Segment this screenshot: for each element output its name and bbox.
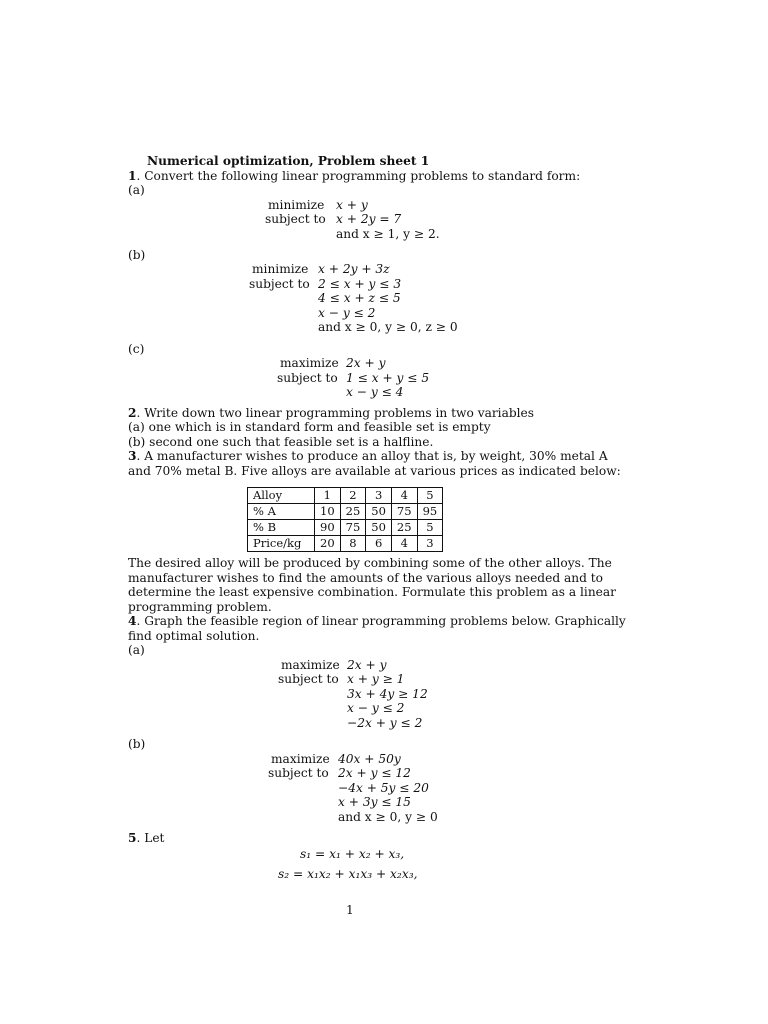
part-label: (b) [128,248,146,262]
alloy-table [247,487,443,552]
problem-2-statement [128,406,534,421]
subject-to-keyword: subject to [268,766,329,780]
table-header-cell: 3 [366,488,392,504]
constraint: 3x + 4y ≥ 12 [347,687,428,701]
problem-number: 5 [128,831,137,845]
constraint: 1 ≤ x + y ≤ 5 [346,371,430,385]
table-cell: 10 [315,504,341,520]
table-cell: % A [248,504,315,520]
part-label: (a) [128,643,145,657]
table-cell: 4 [391,536,417,552]
problem-text: . A manufacturer wishes to produce an alloy that is, by weight, 30% metal A [136,449,608,463]
problem-text: determine the least expensive combination. Formulate this problem as a linear [128,585,616,599]
table-cell: % B [248,520,315,536]
constraint: 2x + y ≤ 12 [338,766,411,780]
problem-5-statement [128,831,164,846]
table-cell: Price/kg [248,536,315,552]
part-label: (a) [128,183,145,197]
table-header-cell: 5 [417,488,443,504]
part-label: (b) [128,737,146,751]
objective-keyword: maximize [281,658,340,672]
problem-text: manufacturer wishes to find the amounts of the various alloys needed and to [128,571,604,585]
problem-4-statement [128,614,626,629]
constraint: x − y ≤ 4 [346,385,404,399]
constraint: 4 ≤ x + z ≤ 5 [318,291,401,305]
problem-number: 1 [128,169,137,183]
problem-text: programming problem. [128,600,272,614]
problem-number: 3 [128,449,137,463]
table-row [248,536,443,552]
objective-expr: 2x + y [346,356,386,370]
objective-keyword: maximize [271,752,330,766]
constraint: x − y ≤ 2 [318,306,376,320]
equation: s₂ = x₁x₂ + x₁x₃ + x₂x₃, [278,867,418,881]
constraint: x + 3y ≤ 15 [338,795,411,809]
problem-text: (a) one which is in standard form and feasible set is empty [128,420,491,434]
table-cell: 75 [391,504,417,520]
table-cell: 95 [417,504,443,520]
problem-text: . Write down two linear programming problems in two variables [136,406,535,420]
problem-text: and 70% metal B. Five alloys are available at various prices as indicated below: [128,464,621,478]
problem-text: . Let [136,831,165,845]
table-cell: 50 [366,504,392,520]
table-header-cell: Alloy [248,488,315,504]
objective-keyword: minimize [268,198,325,212]
table-cell: 90 [315,520,341,536]
subject-to-keyword: subject to [249,277,310,291]
problem-3-statement [128,449,608,464]
table-row [248,504,443,520]
problem-text: find optimal solution. [128,629,260,643]
objective-expr: 2x + y [347,658,387,672]
objective-expr: x + y [336,198,368,212]
constraint: −4x + 5y ≤ 20 [338,781,429,795]
problem-text: . Graph the feasible region of linear programming problems below. Graphically [136,614,626,628]
page-title: Numerical optimization, Problem sheet 1 [147,154,430,168]
constraint: −2x + y ≤ 2 [347,716,423,730]
table-cell: 3 [417,536,443,552]
objective-expr: 40x + 50y [338,752,401,766]
table-cell: 25 [391,520,417,536]
page-number: 1 [346,903,354,917]
objective-expr: x + 2y + 3z [318,262,390,276]
table-header-cell: 1 [315,488,341,504]
problem-1-statement [128,169,580,184]
problem-text: The desired alloy will be produced by combining some of the other alloys. The [128,556,612,570]
constraint: 2 ≤ x + y ≤ 3 [318,277,402,291]
constraint: and x ≥ 1, y ≥ 2. [336,227,440,241]
constraint: and x ≥ 0, y ≥ 0, z ≥ 0 [318,320,458,334]
table-cell: 20 [315,536,341,552]
problem-number: 2 [128,406,137,420]
table-cell: 25 [340,504,366,520]
table-row [248,520,443,536]
subject-to-keyword: subject to [265,212,326,226]
table-cell: 5 [417,520,443,536]
problem-number: 4 [128,614,137,628]
part-label: (c) [128,342,145,356]
constraint: and x ≥ 0, y ≥ 0 [338,810,438,824]
table-header-cell: 4 [391,488,417,504]
constraint: x + 2y = 7 [336,212,402,226]
objective-keyword: minimize [252,262,309,276]
equation: s₁ = x₁ + x₂ + x₃, [300,847,405,861]
table-cell: 6 [366,536,392,552]
objective-keyword: maximize [280,356,339,370]
problem-text: (b) second one such that feasible set is a halfline. [128,435,434,449]
problem-text: . Convert the following linear programming problems to standard form: [136,169,581,183]
subject-to-keyword: subject to [277,371,338,385]
table-cell: 75 [340,520,366,536]
table-header-row [248,488,443,504]
table-header-cell: 2 [340,488,366,504]
table-cell: 8 [340,536,366,552]
subject-to-keyword: subject to [278,672,339,686]
constraint: x − y ≤ 2 [347,701,405,715]
constraint: x + y ≥ 1 [347,672,405,686]
table-cell: 50 [366,520,392,536]
